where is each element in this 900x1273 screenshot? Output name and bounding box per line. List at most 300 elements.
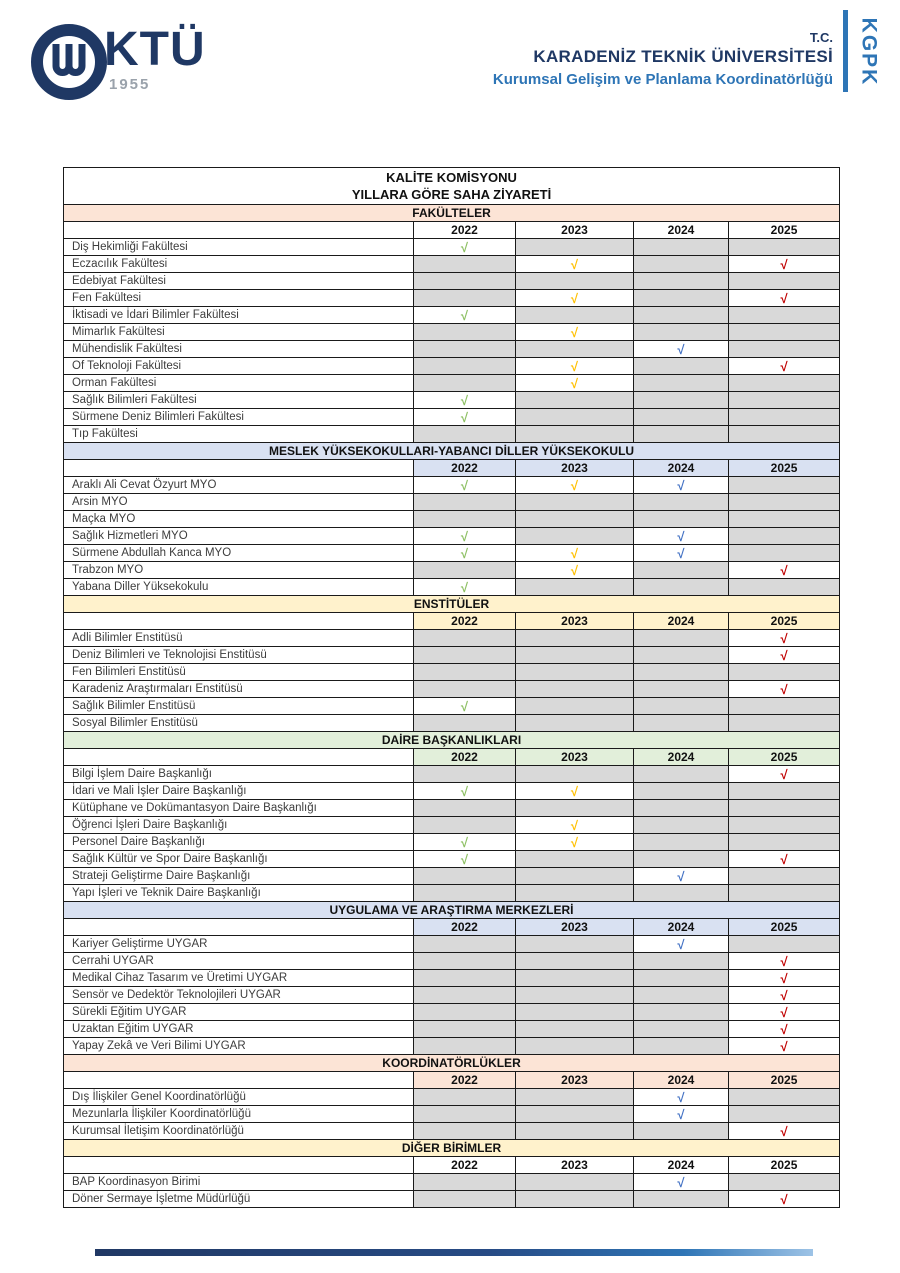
empty-cell: [634, 1021, 729, 1038]
check-cell: √: [729, 766, 840, 783]
brand-founding-year: 1955: [109, 76, 151, 93]
check-cell: √: [634, 1174, 729, 1191]
check-cell: √: [414, 528, 516, 545]
unit-label: İktisadi ve İdari Bilimler Fakültesi: [64, 307, 414, 324]
section-header-row: [64, 443, 840, 460]
table-row: [64, 834, 840, 851]
year-header-cell: 2024: [634, 919, 729, 936]
empty-cell: [729, 511, 840, 528]
check-cell: √: [516, 834, 634, 851]
table-row: [64, 1038, 840, 1055]
unit-label: Sağlık Bilimleri Fakültesi: [64, 392, 414, 409]
unit-label: Deniz Bilimleri ve Teknolojisi Enstitüsü: [64, 647, 414, 664]
empty-cell: [634, 579, 729, 596]
brand-name: KTÜ: [104, 23, 206, 76]
unit-label: Araklı Ali Cevat Özyurt MYO: [64, 477, 414, 494]
check-cell: √: [729, 256, 840, 273]
empty-cell: [729, 936, 840, 953]
empty-cell: [516, 1021, 634, 1038]
empty-cell: [634, 630, 729, 647]
year-row-blank-cell: [64, 1157, 414, 1174]
empty-cell: [634, 239, 729, 256]
empty-cell: [414, 358, 516, 375]
unit-label: Diş Hekimliği Fakültesi: [64, 239, 414, 256]
table-row: [64, 358, 840, 375]
unit-label: Arsin MYO: [64, 494, 414, 511]
section-title: UYGULAMA VE ARAŞTIRMA MERKEZLERİ: [64, 902, 840, 919]
table-row: [64, 698, 840, 715]
year-header-cell: 2022: [414, 919, 516, 936]
visits-table-body: [64, 168, 840, 1208]
table-row: [64, 341, 840, 358]
table-title: [64, 168, 840, 205]
empty-cell: [634, 817, 729, 834]
year-header-cell: 2022: [414, 460, 516, 477]
unit-label: Sosyal Bilimler Enstitüsü: [64, 715, 414, 732]
empty-cell: [516, 528, 634, 545]
empty-cell: [414, 868, 516, 885]
empty-cell: [634, 375, 729, 392]
org-country-line: T.C.: [809, 30, 833, 45]
unit-label: Adli Bilimler Enstitüsü: [64, 630, 414, 647]
table-row: [64, 579, 840, 596]
unit-label: Of Teknoloji Fakültesi: [64, 358, 414, 375]
unit-label: Yabana Diller Yüksekokulu: [64, 579, 414, 596]
year-header-cell: 2025: [729, 919, 840, 936]
table-row: [64, 273, 840, 290]
empty-cell: [414, 1106, 516, 1123]
check-cell: √: [729, 647, 840, 664]
empty-cell: [414, 987, 516, 1004]
year-header-row: [64, 1157, 840, 1174]
empty-cell: [516, 1123, 634, 1140]
empty-cell: [634, 1191, 729, 1208]
unit-label: Mezunlarla İlişkiler Koordinatörlüğü: [64, 1106, 414, 1123]
empty-cell: [516, 936, 634, 953]
empty-cell: [414, 1123, 516, 1140]
empty-cell: [516, 579, 634, 596]
empty-cell: [516, 698, 634, 715]
empty-cell: [516, 1004, 634, 1021]
check-cell: √: [634, 477, 729, 494]
empty-cell: [516, 715, 634, 732]
table-row: [64, 494, 840, 511]
empty-cell: [414, 885, 516, 902]
check-cell: √: [414, 783, 516, 800]
empty-cell: [516, 1038, 634, 1055]
table-row: [64, 1123, 840, 1140]
year-header-cell: 2023: [516, 222, 634, 239]
table-row: [64, 239, 840, 256]
empty-cell: [729, 885, 840, 902]
check-cell: √: [729, 970, 840, 987]
empty-cell: [414, 426, 516, 443]
unit-label: Trabzon MYO: [64, 562, 414, 579]
section-header-row: [64, 902, 840, 919]
empty-cell: [634, 426, 729, 443]
table-row: [64, 256, 840, 273]
empty-cell: [414, 494, 516, 511]
empty-cell: [634, 647, 729, 664]
year-row-blank-cell: [64, 460, 414, 477]
table-row: [64, 800, 840, 817]
empty-cell: [516, 273, 634, 290]
table-row: [64, 528, 840, 545]
unit-label: Strateji Geliştirme Daire Başkanlığı: [64, 868, 414, 885]
empty-cell: [729, 307, 840, 324]
empty-cell: [634, 392, 729, 409]
year-header-row: [64, 1072, 840, 1089]
table-row: [64, 766, 840, 783]
section-header-row: [64, 596, 840, 613]
empty-cell: [414, 256, 516, 273]
check-cell: √: [414, 239, 516, 256]
check-cell: √: [414, 579, 516, 596]
empty-cell: [414, 1191, 516, 1208]
empty-cell: [516, 307, 634, 324]
unit-label: Sağlık Kültür ve Spor Daire Başkanlığı: [64, 851, 414, 868]
unit-label: Tıp Fakültesi: [64, 426, 414, 443]
table-row: [64, 307, 840, 324]
empty-cell: [729, 1106, 840, 1123]
side-label-text: KGPK: [857, 17, 880, 87]
table-row: [64, 1089, 840, 1106]
unit-label: Döner Sermaye İşletme Müdürlüğü: [64, 1191, 414, 1208]
empty-cell: [729, 698, 840, 715]
table-row: [64, 477, 840, 494]
unit-label: Medikal Cihaz Tasarım ve Üretimi UYGAR: [64, 970, 414, 987]
section-title: ENSTİTÜLER: [64, 596, 840, 613]
empty-cell: [729, 375, 840, 392]
check-cell: √: [729, 953, 840, 970]
empty-cell: [516, 885, 634, 902]
empty-cell: [516, 800, 634, 817]
section-header-row: [64, 205, 840, 222]
unit-label: Kurumsal İletişim Koordinatörlüğü: [64, 1123, 414, 1140]
check-cell: √: [516, 256, 634, 273]
unit-label: Edebiyat Fakültesi: [64, 273, 414, 290]
check-cell: √: [634, 1106, 729, 1123]
empty-cell: [729, 868, 840, 885]
year-row-blank-cell: [64, 613, 414, 630]
year-header-cell: 2023: [516, 749, 634, 766]
empty-cell: [516, 426, 634, 443]
empty-cell: [414, 936, 516, 953]
empty-cell: [414, 630, 516, 647]
empty-cell: [634, 851, 729, 868]
table-row: [64, 664, 840, 681]
year-header-cell: 2025: [729, 1072, 840, 1089]
empty-cell: [414, 970, 516, 987]
empty-cell: [414, 664, 516, 681]
check-cell: √: [729, 987, 840, 1004]
empty-cell: [414, 341, 516, 358]
empty-cell: [729, 494, 840, 511]
section-title: MESLEK YÜKSEKOKULLARI-YABANCI DİLLER YÜKSEKOKULU: [64, 443, 840, 460]
org-department-line: Kurumsal Gelişim ve Planlama Koordinatörlüğü: [492, 70, 833, 88]
check-cell: √: [516, 562, 634, 579]
year-header-row: [64, 749, 840, 766]
year-header-row: [64, 222, 840, 239]
empty-cell: [634, 783, 729, 800]
empty-cell: [729, 834, 840, 851]
year-row-blank-cell: [64, 749, 414, 766]
check-cell: √: [414, 698, 516, 715]
table-row: [64, 1021, 840, 1038]
check-cell: √: [516, 375, 634, 392]
year-header-cell: 2023: [516, 460, 634, 477]
empty-cell: [634, 970, 729, 987]
check-cell: √: [516, 817, 634, 834]
check-cell: √: [414, 851, 516, 868]
empty-cell: [516, 1191, 634, 1208]
check-cell: √: [729, 1123, 840, 1140]
table-row: [64, 545, 840, 562]
empty-cell: [516, 1106, 634, 1123]
empty-cell: [516, 409, 634, 426]
check-cell: √: [634, 341, 729, 358]
empty-cell: [414, 647, 516, 664]
unit-label: Sürekli Eğitim UYGAR: [64, 1004, 414, 1021]
year-header-cell: 2024: [634, 460, 729, 477]
empty-cell: [414, 375, 516, 392]
year-header-cell: 2024: [634, 1157, 729, 1174]
empty-cell: [634, 273, 729, 290]
empty-cell: [414, 562, 516, 579]
table-row: [64, 987, 840, 1004]
empty-cell: [634, 698, 729, 715]
table-row: [64, 851, 840, 868]
year-header-cell: 2025: [729, 1157, 840, 1174]
table-row: [64, 1106, 840, 1123]
empty-cell: [634, 290, 729, 307]
check-cell: √: [516, 545, 634, 562]
year-header-cell: 2025: [729, 222, 840, 239]
empty-cell: [516, 1089, 634, 1106]
unit-label: Uzaktan Eğitim UYGAR: [64, 1021, 414, 1038]
check-cell: √: [729, 562, 840, 579]
check-cell: √: [729, 630, 840, 647]
unit-label: Fen Bilimleri Enstitüsü: [64, 664, 414, 681]
year-header-cell: 2023: [516, 613, 634, 630]
empty-cell: [516, 1174, 634, 1191]
unit-label: Cerrahi UYGAR: [64, 953, 414, 970]
table-title-row: [64, 168, 840, 205]
empty-cell: [634, 715, 729, 732]
year-header-cell: 2024: [634, 749, 729, 766]
table-row: [64, 426, 840, 443]
unit-label: Maçka MYO: [64, 511, 414, 528]
check-cell: √: [516, 783, 634, 800]
table-row: [64, 1191, 840, 1208]
empty-cell: [414, 1038, 516, 1055]
empty-cell: [414, 817, 516, 834]
empty-cell: [634, 834, 729, 851]
year-header-cell: 2024: [634, 1072, 729, 1089]
table-row: [64, 868, 840, 885]
table-row: [64, 1004, 840, 1021]
section-title: DAİRE BAŞKANLIKLARI: [64, 732, 840, 749]
table-row: [64, 562, 840, 579]
table-row: [64, 970, 840, 987]
empty-cell: [729, 409, 840, 426]
empty-cell: [516, 851, 634, 868]
empty-cell: [414, 1021, 516, 1038]
check-cell: √: [729, 358, 840, 375]
table-row: [64, 409, 840, 426]
year-header-cell: 2023: [516, 1157, 634, 1174]
empty-cell: [634, 494, 729, 511]
check-cell: √: [414, 477, 516, 494]
empty-cell: [414, 1004, 516, 1021]
empty-cell: [414, 953, 516, 970]
year-header-cell: 2022: [414, 749, 516, 766]
check-cell: √: [634, 868, 729, 885]
empty-cell: [634, 409, 729, 426]
year-row-blank-cell: [64, 1072, 414, 1089]
check-cell: √: [414, 307, 516, 324]
empty-cell: [729, 239, 840, 256]
table-title-line2: YILLARA GÖRE SAHA ZİYARETİ: [351, 187, 552, 202]
empty-cell: [729, 273, 840, 290]
table-row: [64, 936, 840, 953]
check-cell: √: [516, 358, 634, 375]
unit-label: Kütüphane ve Dokümantasyon Daire Başkanlığı: [64, 800, 414, 817]
unit-label: Sağlık Hizmetleri MYO: [64, 528, 414, 545]
check-cell: √: [516, 477, 634, 494]
empty-cell: [414, 273, 516, 290]
table-row: [64, 783, 840, 800]
ktu-logo-icon: [27, 20, 111, 104]
empty-cell: [516, 341, 634, 358]
empty-cell: [634, 324, 729, 341]
table-row: [64, 290, 840, 307]
table-row: [64, 953, 840, 970]
site-visits-table: [63, 167, 839, 1208]
empty-cell: [516, 647, 634, 664]
empty-cell: [729, 579, 840, 596]
empty-cell: [729, 1089, 840, 1106]
empty-cell: [634, 307, 729, 324]
empty-cell: [634, 562, 729, 579]
unit-label: Orman Fakültesi: [64, 375, 414, 392]
empty-cell: [516, 664, 634, 681]
check-cell: √: [634, 1089, 729, 1106]
empty-cell: [414, 324, 516, 341]
empty-cell: [634, 1123, 729, 1140]
year-header-cell: 2022: [414, 613, 516, 630]
check-cell: √: [414, 392, 516, 409]
table-row: [64, 647, 840, 664]
empty-cell: [729, 426, 840, 443]
year-header-row: [64, 613, 840, 630]
org-university-line: KARADENİZ TEKNİK ÜNİVERSİTESİ: [533, 47, 833, 67]
empty-cell: [516, 953, 634, 970]
empty-cell: [516, 511, 634, 528]
empty-cell: [414, 290, 516, 307]
unit-label: Yapay Zekâ ve Veri Bilimi UYGAR: [64, 1038, 414, 1055]
empty-cell: [729, 528, 840, 545]
empty-cell: [516, 239, 634, 256]
table-row: [64, 511, 840, 528]
empty-cell: [634, 987, 729, 1004]
empty-cell: [414, 1174, 516, 1191]
empty-cell: [729, 664, 840, 681]
table-row: [64, 715, 840, 732]
year-row-blank-cell: [64, 919, 414, 936]
year-header-cell: 2025: [729, 460, 840, 477]
year-header-cell: 2024: [634, 222, 729, 239]
table-row: [64, 1174, 840, 1191]
empty-cell: [634, 953, 729, 970]
check-cell: √: [516, 290, 634, 307]
empty-cell: [516, 392, 634, 409]
unit-label: Sağlık Bilimler Enstitüsü: [64, 698, 414, 715]
section-header-row: [64, 1055, 840, 1072]
unit-label: Sensör ve Dedektör Teknolojileri UYGAR: [64, 987, 414, 1004]
empty-cell: [516, 987, 634, 1004]
section-title: FAKÜLTELER: [64, 205, 840, 222]
year-header-cell: 2023: [516, 919, 634, 936]
check-cell: √: [729, 681, 840, 698]
section-title: KOORDİNATÖRLÜKLER: [64, 1055, 840, 1072]
unit-label: Mimarlık Fakültesi: [64, 324, 414, 341]
table-row: [64, 392, 840, 409]
empty-cell: [729, 477, 840, 494]
empty-cell: [516, 868, 634, 885]
table-row: [64, 885, 840, 902]
year-header-cell: 2025: [729, 749, 840, 766]
footer-accent-bar: [95, 1249, 813, 1256]
unit-label: Fen Fakültesi: [64, 290, 414, 307]
check-cell: √: [729, 290, 840, 307]
table-row: [64, 681, 840, 698]
table-row: [64, 817, 840, 834]
year-header-cell: 2025: [729, 613, 840, 630]
empty-cell: [414, 715, 516, 732]
empty-cell: [729, 545, 840, 562]
unit-label: İdari ve Mali İşler Daire Başkanlığı: [64, 783, 414, 800]
empty-cell: [729, 715, 840, 732]
check-cell: √: [729, 1021, 840, 1038]
year-header-cell: 2024: [634, 613, 729, 630]
empty-cell: [729, 341, 840, 358]
check-cell: √: [634, 936, 729, 953]
check-cell: √: [634, 528, 729, 545]
table-row: [64, 375, 840, 392]
section-header-row: [64, 1140, 840, 1157]
section-title: DİĞER BİRİMLER: [64, 1140, 840, 1157]
empty-cell: [634, 885, 729, 902]
empty-cell: [634, 800, 729, 817]
year-header-cell: 2022: [414, 1157, 516, 1174]
empty-cell: [516, 630, 634, 647]
unit-label: Kariyer Geliştirme UYGAR: [64, 936, 414, 953]
empty-cell: [634, 664, 729, 681]
year-header-cell: 2022: [414, 1072, 516, 1089]
unit-label: Mühendislik Fakültesi: [64, 341, 414, 358]
section-header-row: [64, 732, 840, 749]
table-title-line1: KALİTE KOMİSYONU: [386, 170, 517, 185]
unit-label: Bilgi İşlem Daire Başkanlığı: [64, 766, 414, 783]
check-cell: √: [729, 851, 840, 868]
empty-cell: [634, 681, 729, 698]
empty-cell: [414, 800, 516, 817]
empty-cell: [634, 358, 729, 375]
unit-label: BAP Koordinasyon Birimi: [64, 1174, 414, 1191]
empty-cell: [634, 1038, 729, 1055]
year-header-row: [64, 460, 840, 477]
